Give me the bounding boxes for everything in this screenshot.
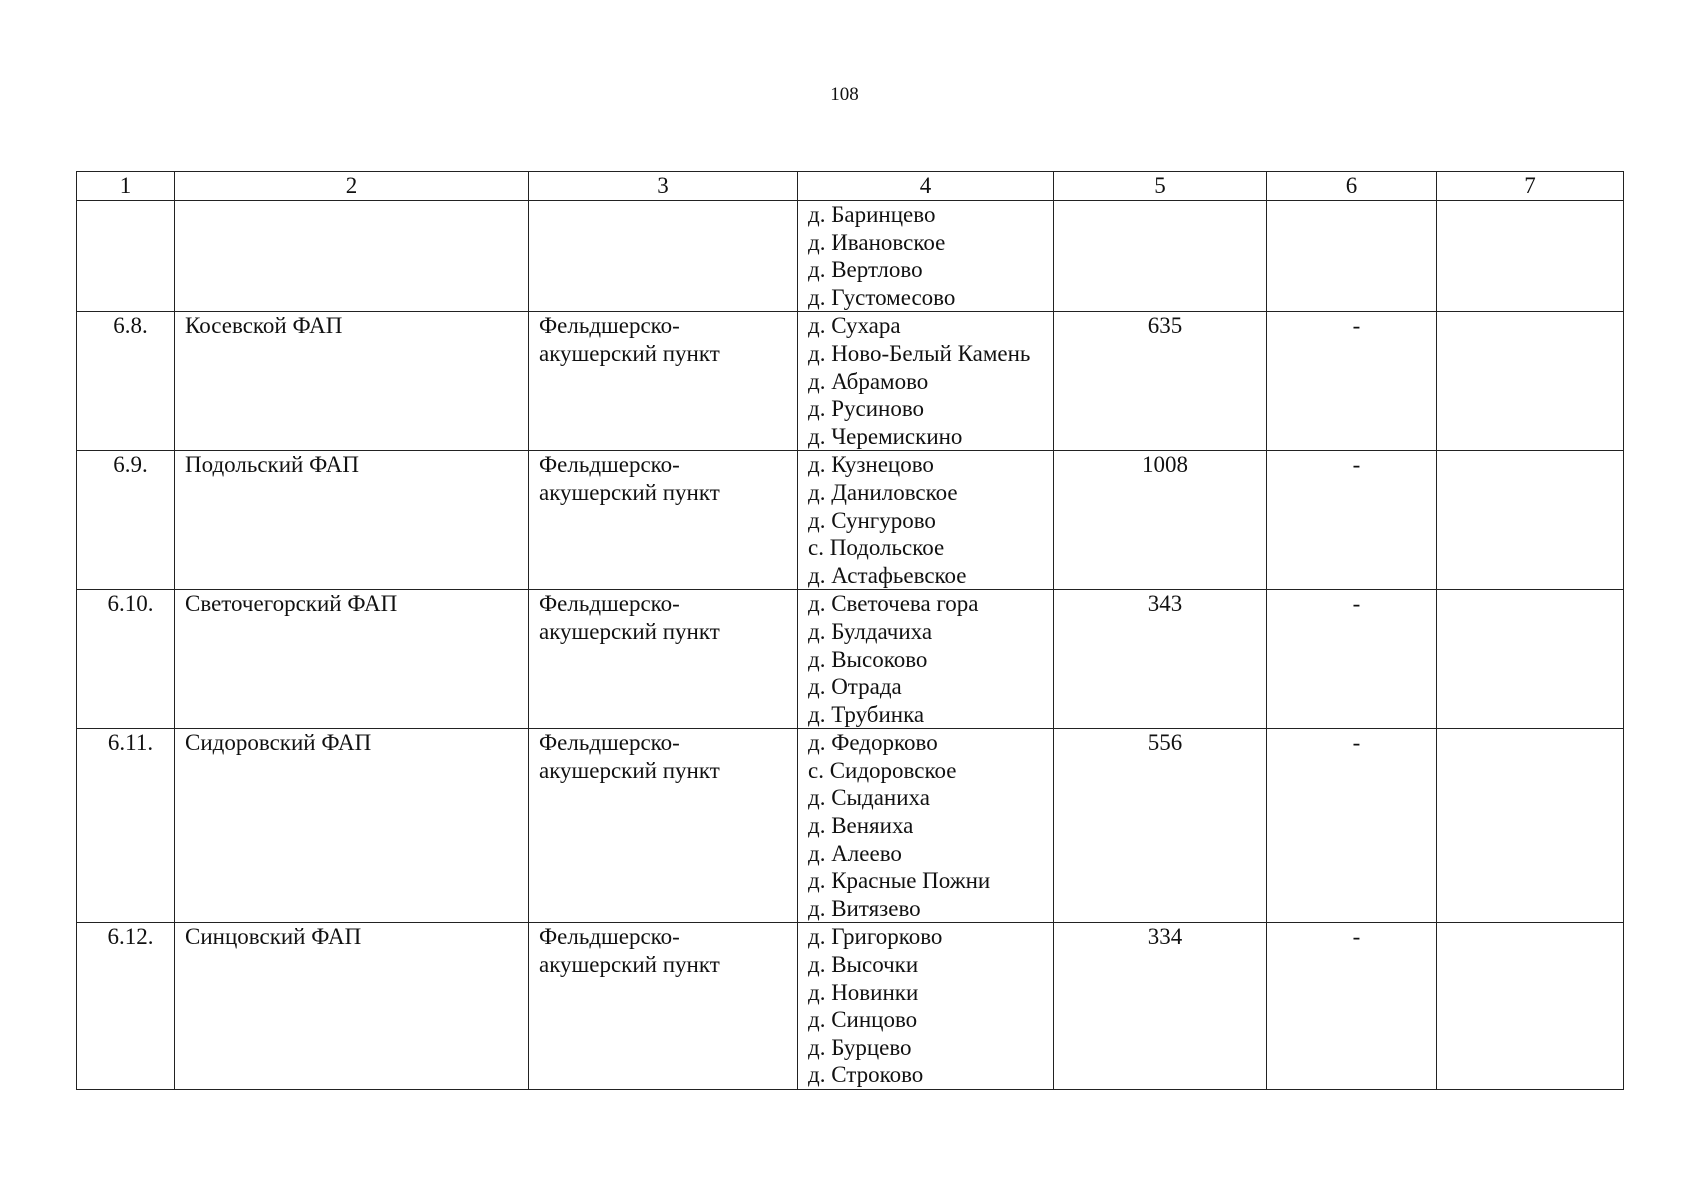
facility-type-line: Фельдшерско- — [539, 730, 680, 756]
localities-cell — [798, 312, 1054, 451]
locality-item: д. Ново-Белый Камень — [808, 340, 1031, 366]
column-header-2: 2 — [175, 172, 529, 201]
column-7-cell — [1437, 451, 1624, 590]
column-6-cell: - — [1267, 923, 1437, 1090]
row-number-cell: 6.9. — [77, 451, 175, 590]
locality-item: д. Высочки — [808, 952, 919, 978]
population-cell: 334 — [1054, 923, 1267, 1090]
locality-item: д. Астафьевское — [808, 562, 967, 588]
facility-type-line: акушерский пункт — [539, 618, 720, 644]
page-number: 108 — [830, 84, 859, 105]
facility-type-line: акушерский пункт — [539, 340, 720, 366]
facility-type-cell — [529, 451, 798, 590]
column-header-5: 5 — [1054, 172, 1267, 201]
column-7-cell — [1437, 923, 1624, 1090]
locality-item: д. Бурцево — [808, 1034, 912, 1060]
row-number-cell — [77, 201, 175, 312]
locality-item: д. Федорково — [808, 730, 938, 756]
column-header-3: 3 — [529, 172, 798, 201]
column-6-cell: - — [1267, 451, 1437, 590]
column-6-cell: - — [1267, 590, 1437, 729]
facility-type-cell — [529, 729, 798, 923]
row-number-cell: 6.8. — [77, 312, 175, 451]
table-row — [77, 201, 1624, 312]
facility-type-line: акушерский пункт — [539, 479, 720, 505]
locality-item: д. Красные Пожни — [808, 868, 991, 894]
localities-cell — [798, 590, 1054, 729]
population-cell: 556 — [1054, 729, 1267, 923]
population-cell: 1008 — [1054, 451, 1267, 590]
column-header-6: 6 — [1267, 172, 1437, 201]
table-row — [77, 923, 1624, 1090]
population-cell — [1054, 201, 1267, 312]
facility-name-cell: Светочегорский ФАП — [175, 590, 529, 729]
locality-item: д. Отрада — [808, 674, 902, 700]
locality-item: д. Абрамово — [808, 368, 929, 394]
facility-name-cell: Синцовский ФАП — [175, 923, 529, 1090]
facility-type-cell — [529, 201, 798, 312]
column-6-cell: - — [1267, 729, 1437, 923]
locality-item: с. Сидоровское — [808, 757, 957, 783]
facility-type-cell — [529, 312, 798, 451]
facility-name-cell: Сидоровский ФАП — [175, 729, 529, 923]
locality-item: д. Вертлово — [808, 257, 923, 283]
column-7-cell — [1437, 729, 1624, 923]
locality-item: д. Черемискино — [808, 423, 963, 449]
facility-type-line: Фельдшерско- — [539, 591, 680, 617]
population-cell: 343 — [1054, 590, 1267, 729]
facilities-table — [76, 171, 1624, 1090]
row-number-cell: 6.12. — [77, 923, 175, 1090]
locality-item: д. Трубинка — [808, 701, 925, 727]
column-7-cell — [1437, 201, 1624, 312]
facility-type-line: акушерский пункт — [539, 952, 720, 978]
facility-type-line: Фельдшерско- — [539, 924, 680, 950]
column-header-4: 4 — [798, 172, 1054, 201]
locality-item: д. Витязево — [808, 895, 921, 921]
column-6-cell — [1267, 201, 1437, 312]
locality-item: с. Подольское — [808, 535, 945, 561]
locality-item: д. Новинки — [808, 979, 919, 1005]
facility-type-cell — [529, 590, 798, 729]
locality-item: д. Русиново — [808, 396, 925, 422]
locality-item: д. Веняиха — [808, 813, 914, 839]
facility-type-line: Фельдшерско- — [539, 313, 680, 339]
locality-item: д. Баринцево — [808, 202, 936, 227]
column-header-7: 7 — [1437, 172, 1624, 201]
locality-item: д. Сухара — [808, 313, 901, 339]
locality-item: д. Ивановское — [808, 229, 946, 255]
locality-item: д. Густомесово — [808, 284, 956, 310]
table-row — [77, 451, 1624, 590]
facility-type-line: акушерский пункт — [539, 757, 720, 783]
facility-name-cell: Косевской ФАП — [175, 312, 529, 451]
column-header-1: 1 — [77, 172, 175, 201]
locality-item: д. Сыданиха — [808, 785, 930, 811]
table-row — [77, 729, 1624, 923]
localities-cell — [798, 201, 1054, 312]
facility-name-cell: Подольский ФАП — [175, 451, 529, 590]
facility-name-cell — [175, 201, 529, 312]
locality-item: д. Светочева гора — [808, 591, 979, 617]
table-body — [77, 201, 1624, 1090]
table-row — [77, 590, 1624, 729]
localities-cell — [798, 729, 1054, 923]
column-7-cell — [1437, 590, 1624, 729]
locality-item: д. Сунгурово — [808, 507, 936, 533]
localities-cell — [798, 923, 1054, 1090]
locality-item: д. Алеево — [808, 840, 902, 866]
row-number-cell: 6.11. — [77, 729, 175, 923]
locality-item: д. Высоково — [808, 646, 928, 672]
facility-type-cell — [529, 923, 798, 1090]
column-6-cell: - — [1267, 312, 1437, 451]
population-cell: 635 — [1054, 312, 1267, 451]
locality-item: д. Григорково — [808, 924, 943, 950]
locality-item: д. Булдачиха — [808, 618, 933, 644]
column-7-cell — [1437, 312, 1624, 451]
facility-type-line: Фельдшерско- — [539, 452, 680, 478]
header-row — [77, 172, 1624, 201]
locality-item: д. Кузнецово — [808, 452, 934, 478]
row-number-cell: 6.10. — [77, 590, 175, 729]
table-row — [77, 312, 1624, 451]
locality-item: д. Даниловское — [808, 479, 958, 505]
locality-item: д. Строково — [808, 1062, 924, 1088]
locality-item: д. Синцово — [808, 1007, 918, 1033]
localities-cell — [798, 451, 1054, 590]
